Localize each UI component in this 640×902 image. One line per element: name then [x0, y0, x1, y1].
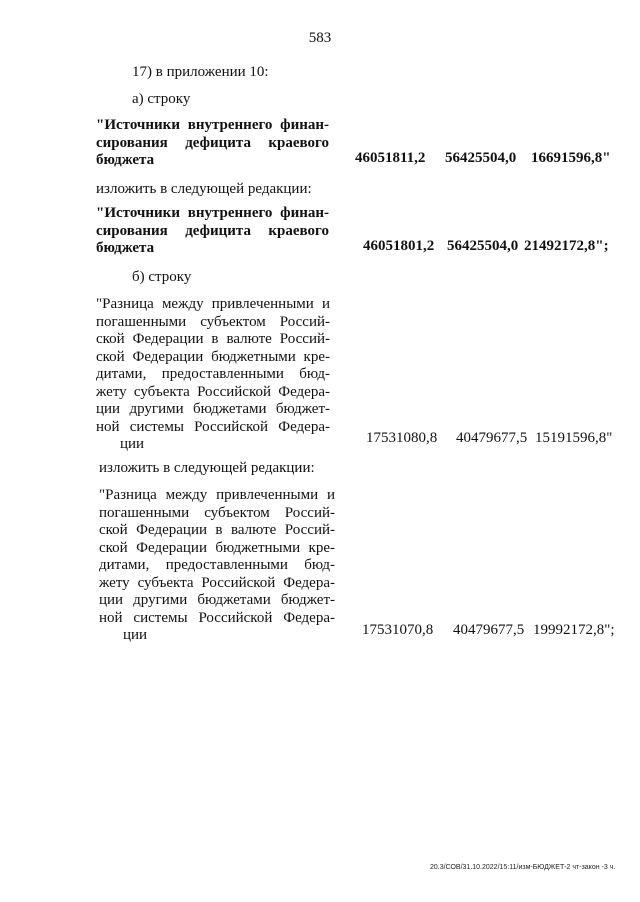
block-b-new-value-1: 17531070,8 — [362, 622, 434, 638]
block-a-old-line: "Источники внутреннего финан- — [96, 117, 329, 133]
block-b-old-line: жету субъекта Российской Федера- — [96, 383, 330, 400]
block-b-old-line: "Разница между привлеченными и — [96, 296, 330, 312]
block-b-old-line: ции — [120, 436, 145, 452]
block-b-new-line: ской Федерации в валюте Россий- — [99, 522, 335, 538]
item-17-heading: 17) в приложении 10: — [132, 64, 269, 80]
block-b-new-line: "Разница между привлеченными и — [99, 487, 335, 503]
block-b-old-value-2: 40479677,5 — [456, 430, 528, 446]
block-b-new-text — [99, 487, 335, 645]
block-b-old-line: ной системы Российской Федера- — [96, 418, 330, 435]
block-b-old-value-1: 17531080,8 — [366, 430, 438, 446]
block-a-new-line: сирования дефицита краевого — [96, 222, 329, 239]
block-b-new-value-3: 19992172,8"; — [533, 622, 615, 638]
block-a-old-value-2: 56425504,0 — [445, 150, 517, 166]
block-a-new-line: бюджета — [96, 240, 155, 256]
block-a-old-text — [96, 117, 329, 170]
block-a-new-value-3: 21492172,8"; — [524, 238, 609, 254]
block-a-old-value-1: 46051811,2 — [355, 150, 426, 166]
block-b-old-text — [96, 296, 330, 454]
block-b-old-line: погашенными субъектом Россий- — [96, 313, 330, 330]
block-a-old-line: бюджета — [96, 152, 155, 168]
subitem-a-label: а) строку — [132, 91, 191, 107]
page-number: 583 — [308, 30, 332, 46]
block-b-new-line: дитами, предоставленными бюд- — [99, 557, 335, 573]
block-b-old-value-3: 15191596,8" — [535, 430, 613, 446]
block-b-old-line: дитами, предоставленными бюд- — [96, 366, 330, 382]
block-b-new-value-2: 40479677,5 — [453, 622, 525, 638]
block-b-new-line: ции — [123, 627, 148, 643]
block-b-old-line: ской Федерации в валюте Россий- — [96, 331, 330, 347]
subitem-b-label: б) строку — [132, 269, 192, 285]
block-a-new-line: "Источники внутреннего финан- — [96, 205, 329, 221]
block-a-new-value-2: 56425504,0 — [447, 238, 519, 254]
block-b-new-line: ной системы Российской Федера- — [99, 609, 335, 626]
edition-instruction-2: изложить в следующей редакции: — [99, 460, 315, 476]
block-a-new-value-1: 46051801,2 — [363, 238, 435, 254]
block-a-new-text — [96, 205, 329, 258]
block-b-new-line: ции другими бюджетами бюджет- — [99, 592, 335, 608]
block-b-new-line: жету субъекта Российской Федера- — [99, 574, 335, 591]
block-b-new-line: ской Федерации бюджетными кре- — [99, 539, 335, 556]
block-b-old-line: ской Федерации бюджетными кре- — [96, 348, 330, 365]
block-a-old-line: сирования дефицита краевого — [96, 134, 329, 151]
footer-document-code: 20.3/СОВ/31.10.2022/15:11/изм-БЮДЖЕТ-2 чт-закон -3 ч. — [430, 864, 616, 871]
block-b-old-line: ции другими бюджетами бюджет- — [96, 401, 330, 417]
edition-instruction-1: изложить в следующей редакции: — [96, 181, 312, 197]
block-a-old-value-3: 16691596,8" — [531, 150, 611, 166]
block-b-new-line: погашенными субъектом Россий- — [99, 504, 335, 521]
